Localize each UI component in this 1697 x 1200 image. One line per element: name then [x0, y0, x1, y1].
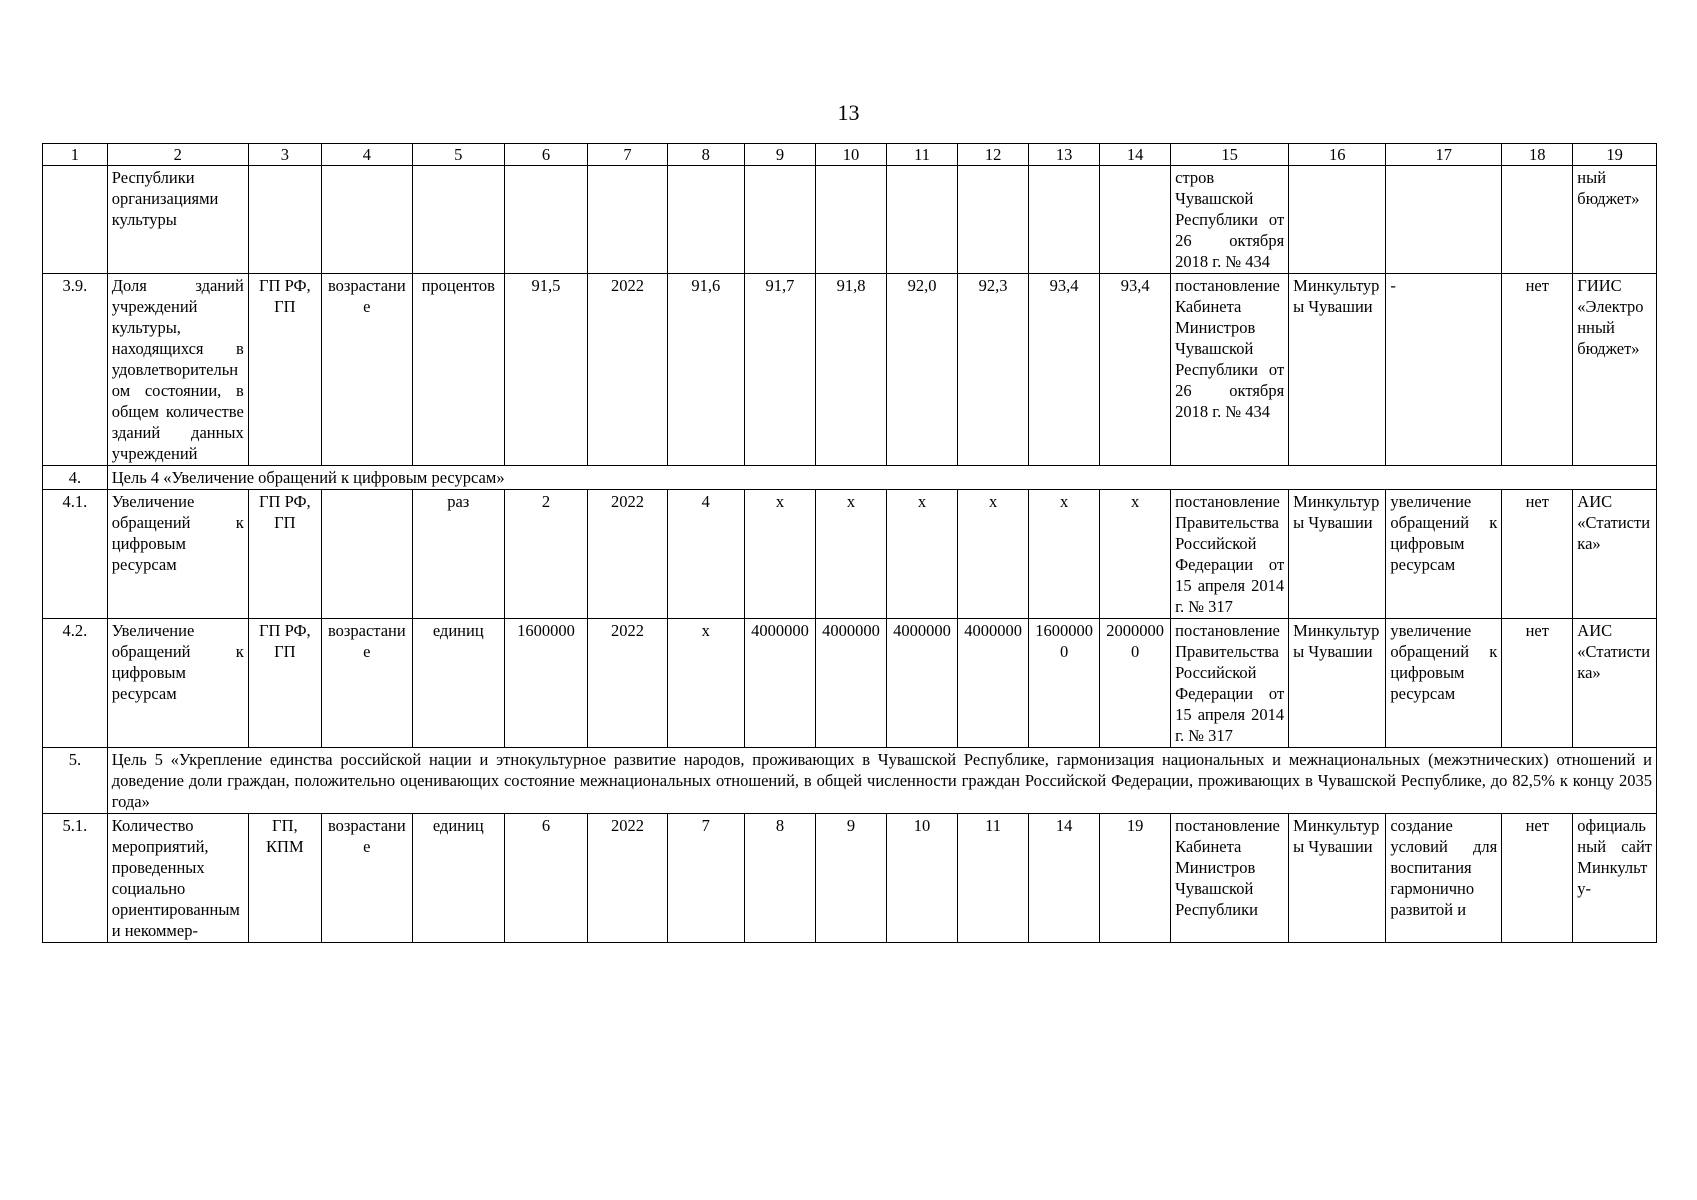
column-header: 6 — [504, 144, 588, 166]
table-cell: 4 — [667, 490, 744, 619]
table-cell: 2022 — [588, 814, 667, 943]
table-cell: ГП РФ, ГП — [248, 490, 321, 619]
table-cell: х — [887, 490, 958, 619]
column-header: 9 — [744, 144, 815, 166]
column-header: 14 — [1100, 144, 1171, 166]
table-cell — [43, 166, 108, 274]
column-header: 16 — [1289, 144, 1386, 166]
table-cell: единиц — [412, 619, 504, 748]
table-cell: возрастание — [321, 619, 412, 748]
table-cell — [1502, 166, 1573, 274]
table-cell: 91,8 — [815, 274, 886, 466]
goal-row — [43, 466, 1657, 490]
table-cell: 2022 — [588, 619, 667, 748]
table-cell: Минкультуры Чувашии — [1289, 814, 1386, 943]
goal-row — [43, 748, 1657, 814]
table-cell: 4000000 — [815, 619, 886, 748]
column-header: 15 — [1171, 144, 1289, 166]
table-cell: возрастание — [321, 814, 412, 943]
table-cell: АИС «Статистика» — [1573, 490, 1657, 619]
table-row — [43, 619, 1657, 748]
table-cell — [815, 166, 886, 274]
table-cell: 2 — [504, 490, 588, 619]
table-cell: 8 — [744, 814, 815, 943]
table-cell: 7 — [667, 814, 744, 943]
table-cell: Минкультуры Чувашии — [1289, 490, 1386, 619]
table-cell: 4000000 — [744, 619, 815, 748]
table-cell: возрастание — [321, 274, 412, 466]
goal-number: 4. — [43, 466, 108, 490]
table-cell — [887, 166, 958, 274]
table-cell: ГП РФ, ГП — [248, 619, 321, 748]
table-cell: стров Чувашской Республики от 26 октября 2018 г. № 434 — [1171, 166, 1289, 274]
table-cell: х — [1100, 490, 1171, 619]
table-cell: Количество мероприятий, проведенных социально ориентированными некоммер- — [107, 814, 248, 943]
table-cell: - — [1386, 274, 1502, 466]
table-cell — [1029, 166, 1100, 274]
table-cell: Минкультуры Чувашии — [1289, 274, 1386, 466]
table-cell: Минкультуры Чувашии — [1289, 619, 1386, 748]
table-cell: постановление Правительства Российской Федерации от 15 апреля 2014 г. № 317 — [1171, 619, 1289, 748]
table-cell: постановление Кабинета Министров Чувашской Республики от 26 октября 2018 г. № 434 — [1171, 274, 1289, 466]
table-cell: раз — [412, 490, 504, 619]
table-cell: 2022 — [588, 490, 667, 619]
table-cell: 92,0 — [887, 274, 958, 466]
column-header: 1 — [43, 144, 108, 166]
table-cell: единиц — [412, 814, 504, 943]
table-cell: 91,7 — [744, 274, 815, 466]
column-header-row — [43, 144, 1657, 166]
table-cell — [667, 166, 744, 274]
table-row — [43, 274, 1657, 466]
goal-text: Цель 4 «Увеличение обращений к цифровым ресурсам» — [107, 466, 1656, 490]
table-cell — [321, 166, 412, 274]
table-cell: постановление Правительства Российской Федерации от 15 апреля 2014 г. № 317 — [1171, 490, 1289, 619]
table-cell: 20000000 — [1100, 619, 1171, 748]
table-cell: создание условий для воспитания гармонично развитой и — [1386, 814, 1502, 943]
table-cell: ГП РФ, ГП — [248, 274, 321, 466]
table-cell — [412, 166, 504, 274]
table-cell: Увеличение обращений к цифровым ресурсам — [107, 619, 248, 748]
table-cell — [958, 166, 1029, 274]
table-cell: 93,4 — [1100, 274, 1171, 466]
column-header: 7 — [588, 144, 667, 166]
column-header: 2 — [107, 144, 248, 166]
table-cell: 93,4 — [1029, 274, 1100, 466]
table-cell — [744, 166, 815, 274]
column-header: 18 — [1502, 144, 1573, 166]
table-cell: ный бюджет» — [1573, 166, 1657, 274]
table-cell: 11 — [958, 814, 1029, 943]
table-cell: увеличение обращений к цифровым ресурсам — [1386, 490, 1502, 619]
table-cell: нет — [1502, 274, 1573, 466]
table-cell: нет — [1502, 619, 1573, 748]
column-header: 11 — [887, 144, 958, 166]
table-cell: 9 — [815, 814, 886, 943]
table-cell: Республики организациями культуры — [107, 166, 248, 274]
table-cell: 2022 — [588, 274, 667, 466]
table-cell: нет — [1502, 490, 1573, 619]
table-cell: ГИИС «Электронный бюджет» — [1573, 274, 1657, 466]
table-cell: х — [667, 619, 744, 748]
table-cell: постановление Кабинета Министров Чувашской Республики — [1171, 814, 1289, 943]
table-cell — [1386, 166, 1502, 274]
indicators-table — [42, 143, 1657, 943]
table-cell: 6 — [504, 814, 588, 943]
table-cell: процентов — [412, 274, 504, 466]
table-cell: 16000000 — [1029, 619, 1100, 748]
table-cell: 92,3 — [958, 274, 1029, 466]
table-cell: Увеличение обращений к цифровым ресурсам — [107, 490, 248, 619]
table-row — [43, 490, 1657, 619]
table-cell: 4.2. — [43, 619, 108, 748]
goal-number: 5. — [43, 748, 108, 814]
table-cell: 4000000 — [958, 619, 1029, 748]
table-cell — [248, 166, 321, 274]
table-row — [43, 166, 1657, 274]
table-cell: х — [958, 490, 1029, 619]
table-cell — [504, 166, 588, 274]
table-cell: 91,5 — [504, 274, 588, 466]
table-cell: х — [815, 490, 886, 619]
column-header: 4 — [321, 144, 412, 166]
column-header: 13 — [1029, 144, 1100, 166]
page-number: 13 — [837, 100, 860, 125]
table-cell: официальный сайт Минкульту- — [1573, 814, 1657, 943]
table-cell — [1289, 166, 1386, 274]
table-cell: нет — [1502, 814, 1573, 943]
column-header: 3 — [248, 144, 321, 166]
table-cell: 10 — [887, 814, 958, 943]
table-cell: 5.1. — [43, 814, 108, 943]
table-cell — [588, 166, 667, 274]
table-cell: 1600000 — [504, 619, 588, 748]
table-cell — [1100, 166, 1171, 274]
column-header: 8 — [667, 144, 744, 166]
table-cell: АИС «Статистика» — [1573, 619, 1657, 748]
goal-text: Цель 5 «Укрепление единства российской нации и этнокультурное развитие народов, проживающих в Чувашской Республике, гармонизация национальных и межнациональных (межэтнических) отношений и доведение доли граждан, положительно оценивающих состояние межнациональных отношений, в общей численности граждан Российской Федерации, проживающих в Чувашской Республике, до 82,5% к концу 2035 года» — [107, 748, 1656, 814]
column-header: 17 — [1386, 144, 1502, 166]
column-header: 10 — [815, 144, 886, 166]
table-row — [43, 814, 1657, 943]
table-cell: 3.9. — [43, 274, 108, 466]
table-cell: 14 — [1029, 814, 1100, 943]
table-cell: Доля зданий учреждений культуры, находящихся в удовлетворительном состоянии, в общем количестве зданий данных учреждений — [107, 274, 248, 466]
column-header: 5 — [412, 144, 504, 166]
column-header: 12 — [958, 144, 1029, 166]
table-cell: х — [1029, 490, 1100, 619]
table-cell: 91,6 — [667, 274, 744, 466]
table-cell: 4.1. — [43, 490, 108, 619]
table-cell: ГП, КПМ — [248, 814, 321, 943]
table-cell: увеличение обращений к цифровым ресурсам — [1386, 619, 1502, 748]
table-cell: 19 — [1100, 814, 1171, 943]
column-header: 19 — [1573, 144, 1657, 166]
table-cell — [321, 490, 412, 619]
table-cell: 4000000 — [887, 619, 958, 748]
table-cell: х — [744, 490, 815, 619]
